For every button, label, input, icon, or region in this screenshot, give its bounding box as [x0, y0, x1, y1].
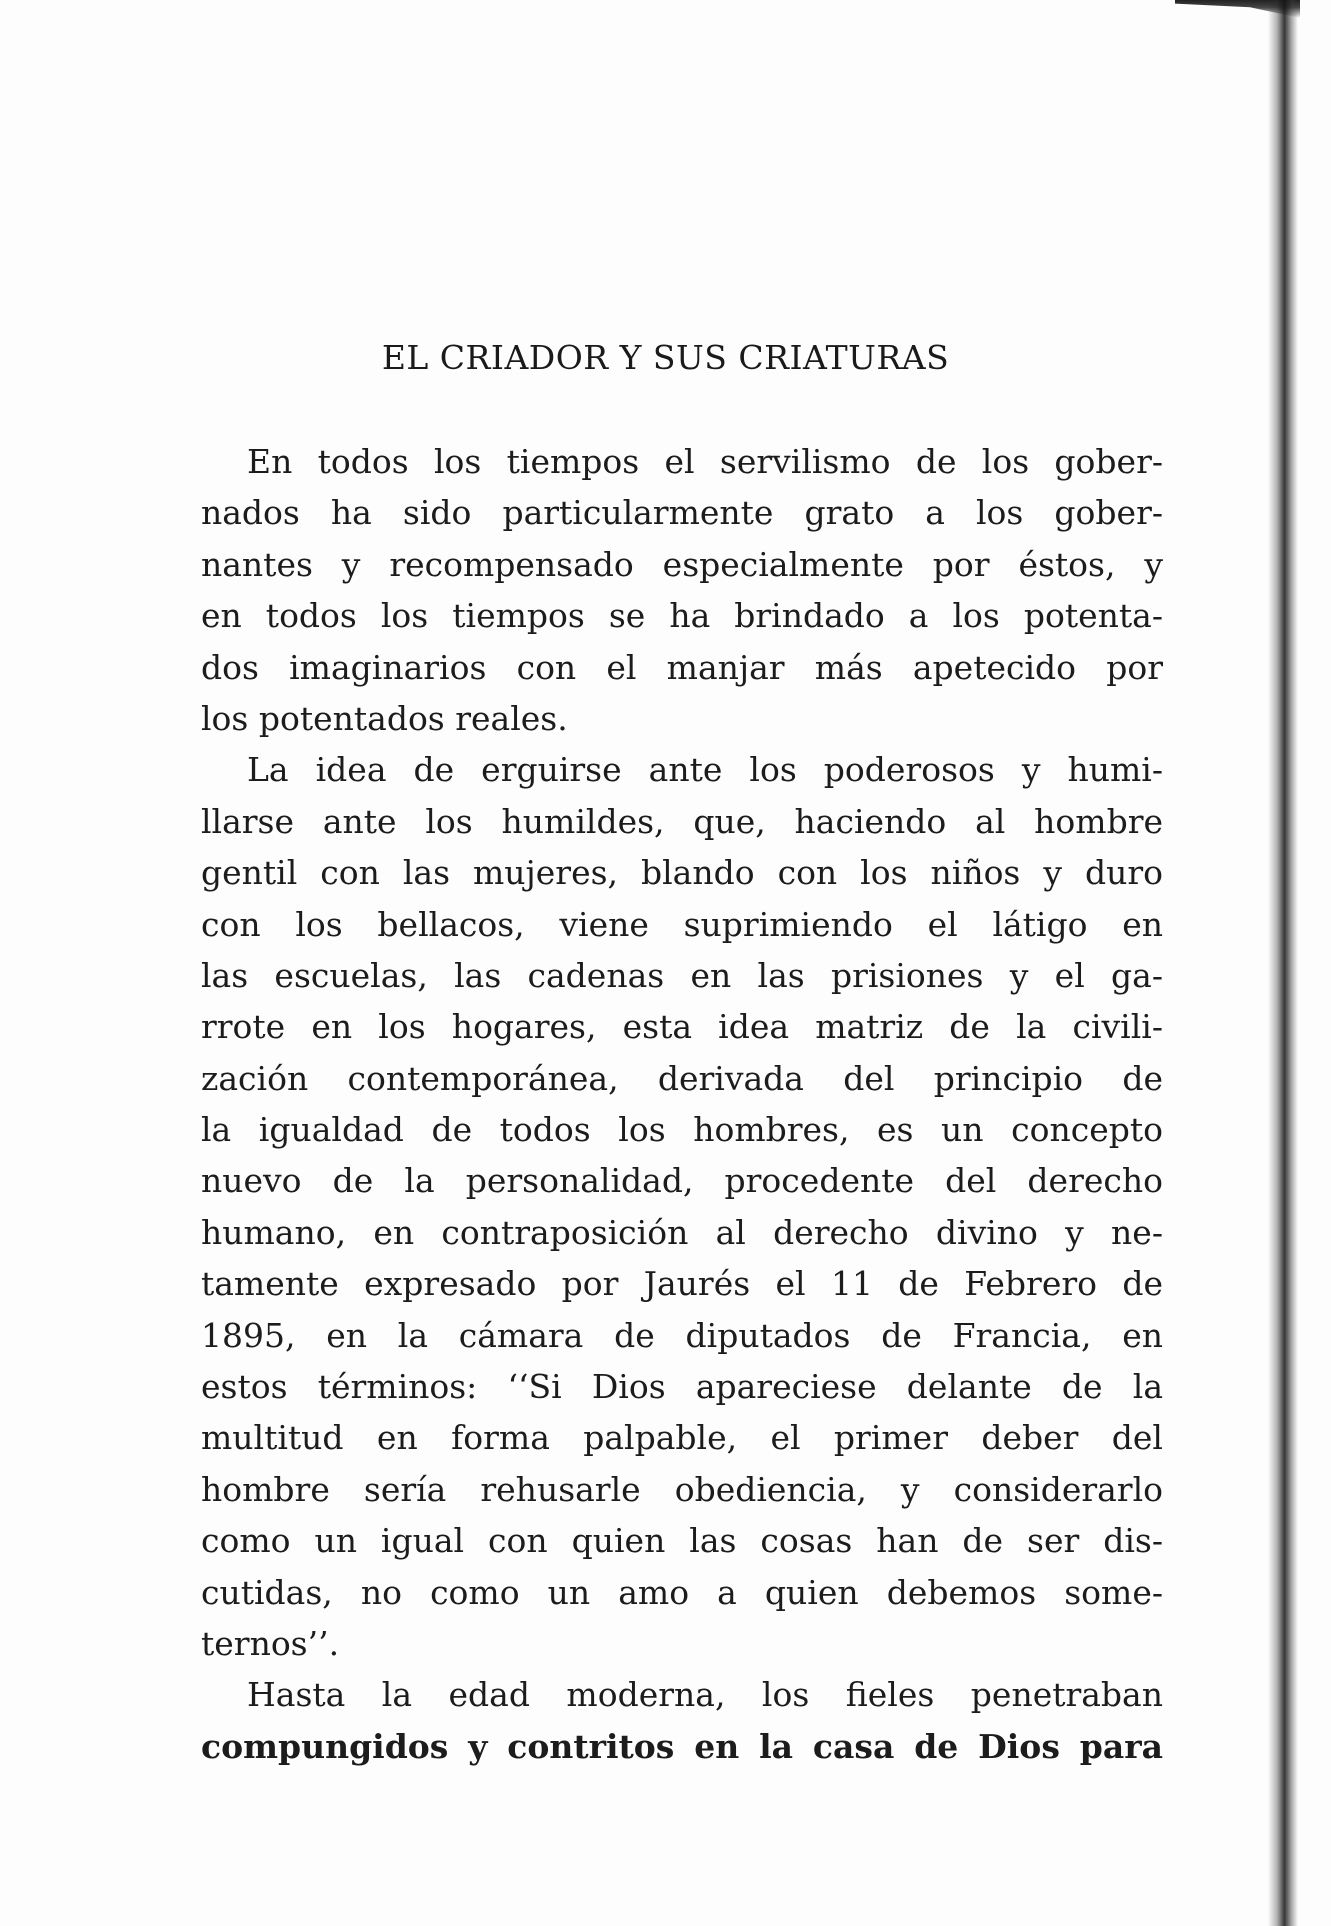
text-line: zación contemporánea, derivada del principio de — [201, 1058, 1163, 1098]
paragraph — [201, 744, 1163, 1669]
text-line: cutidas, no como un amo a quien debemos some- — [201, 1572, 1163, 1612]
text-line: La idea de erguirse ante los poderosos y humi- — [247, 750, 1163, 790]
text-line: los potentados reales. — [201, 698, 568, 738]
text-line: Hasta la edad moderna, los fieles penetraban — [247, 1675, 1163, 1715]
text-line: ternos’’. — [201, 1623, 340, 1663]
text-line: gentil con las mujeres, blando con los niños y duro — [201, 853, 1163, 893]
text-line: con los bellacos, viene suprimiendo el látigo en — [201, 904, 1163, 944]
text-line: tamente expresado por Jaurés el 11 de Febrero de — [201, 1264, 1163, 1304]
text-line: estos términos: ‘‘Si Dios apareciese delante de la — [201, 1367, 1163, 1407]
text-line: multitud en forma palpable, el primer deber del — [201, 1418, 1163, 1458]
text-line: nuevo de la personalidad, procedente del derecho — [201, 1161, 1163, 1201]
text-line: 1895, en la cámara de diputados de Francia, en — [201, 1315, 1163, 1355]
text-line: dos imaginarios con el manjar más apetecido por — [201, 647, 1163, 687]
text-line: compungidos y contritos en la casa de Dios para — [201, 1726, 1163, 1766]
text-line: llarse ante los humildes, que, haciendo al hombre — [201, 801, 1163, 841]
text-line: En todos los tiempos el servilismo de los gober- — [247, 442, 1163, 481]
body-text — [201, 436, 1163, 1772]
text-line: la igualdad de todos los hombres, es un concepto — [201, 1110, 1163, 1150]
text-line: las escuelas, las cadenas en las prisiones y el ga- — [201, 955, 1163, 995]
text-line: como un igual con quien las cosas han de ser dis- — [201, 1521, 1163, 1561]
text-line: rrote en los hogares, esta idea matriz de la civili- — [201, 1007, 1163, 1047]
text-line: hombre sería rehusarle obediencia, y considerarlo — [201, 1469, 1163, 1509]
chapter-title: EL CRIADOR Y SUS CRIATURAS — [381, 338, 950, 377]
text-line: nados ha sido particularmente grato a los gober- — [201, 493, 1163, 533]
page-edge-shadow — [1268, 0, 1298, 1926]
text-line: en todos los tiempos se ha brindado a los potenta- — [201, 596, 1163, 636]
paragraph — [201, 436, 1163, 744]
text-line: humano, en contraposición al derecho divino y ne- — [201, 1212, 1163, 1252]
paragraph — [201, 1669, 1163, 1772]
text-line: nantes y recompensado especialmente por éstos, y — [201, 544, 1163, 584]
